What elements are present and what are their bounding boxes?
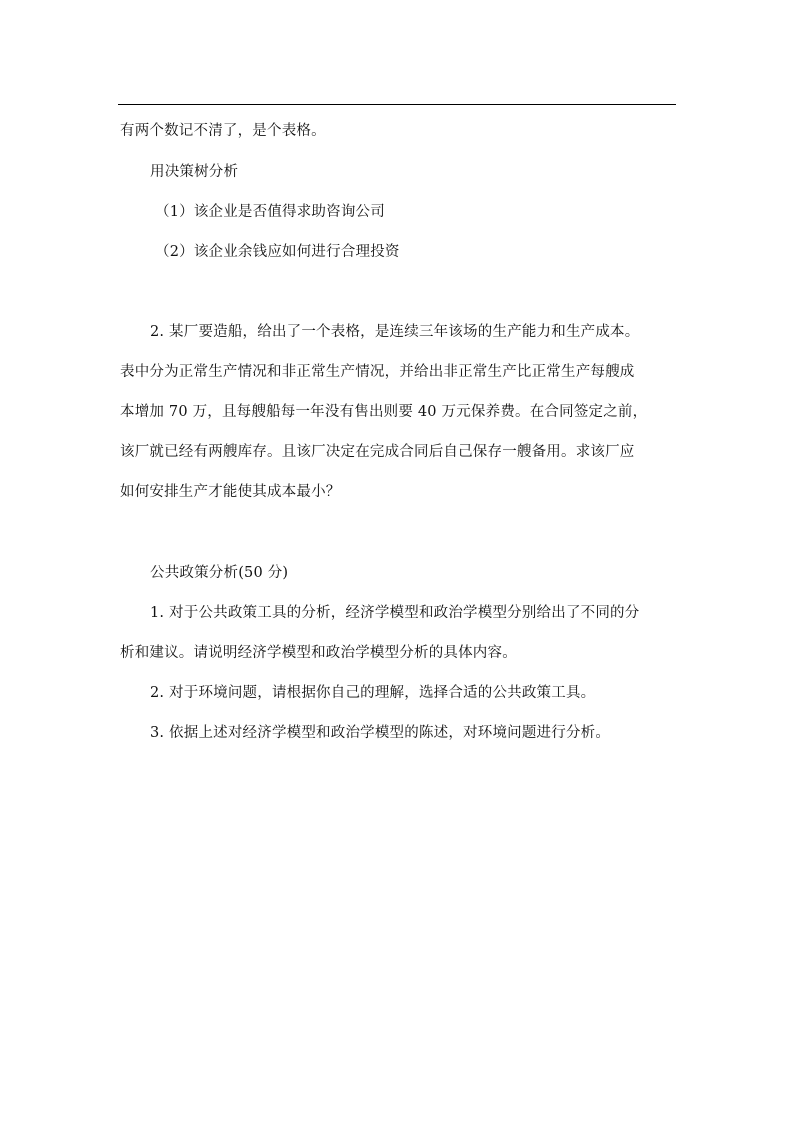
section-heading-decision-tree: 用决策树分析 (150, 164, 239, 180)
policy-question-2: 2. 对于环境问题，请根据你自己的理解，选择合适的公共政策工具。 (150, 685, 596, 701)
question-item-1: （1）该企业是否值得求助咨询公司 (155, 204, 385, 220)
problem-2-line-2: 表中分为正常生产情况和非正常生产情况，并给出非正常生产比正常生产每艘成 (120, 364, 635, 380)
policy-question-1-line-2: 析和建议。请说明经济学模型和政治学模型分析的具体内容。 (120, 645, 517, 661)
problem-2-line-1: 2. 某厂要造船，给出了一个表格，是连续三年该场的生产能力和生产成本。 (150, 324, 640, 340)
question-item-2: （2）该企业余钱应如何进行合理投资 (155, 244, 400, 260)
policy-question-3: 3. 依据上述对经济学模型和政治学模型的陈述，对环境问题进行分析。 (150, 725, 611, 741)
section-heading-public-policy: 公共政策分析(50 分) (150, 565, 289, 581)
header-rule (118, 104, 676, 105)
text-line-1: 有两个数记不清了，是个表格。 (120, 123, 326, 139)
problem-2-line-5: 如何安排生产才能使其成本最小？ (120, 484, 341, 500)
problem-2-line-4: 该厂就已经有两艘库存。且该厂决定在完成合同后自己保存一艘备用。求该厂应 (120, 444, 635, 460)
policy-question-1-line-1: 1. 对于公共政策工具的分析，经济学模型和政治学模型分别给出了不同的分 (150, 605, 640, 621)
problem-2-line-3: 本增加 70 万，且每艘船每一年没有售出则要 40 万元保养费。在合同签定之前， (120, 404, 648, 420)
